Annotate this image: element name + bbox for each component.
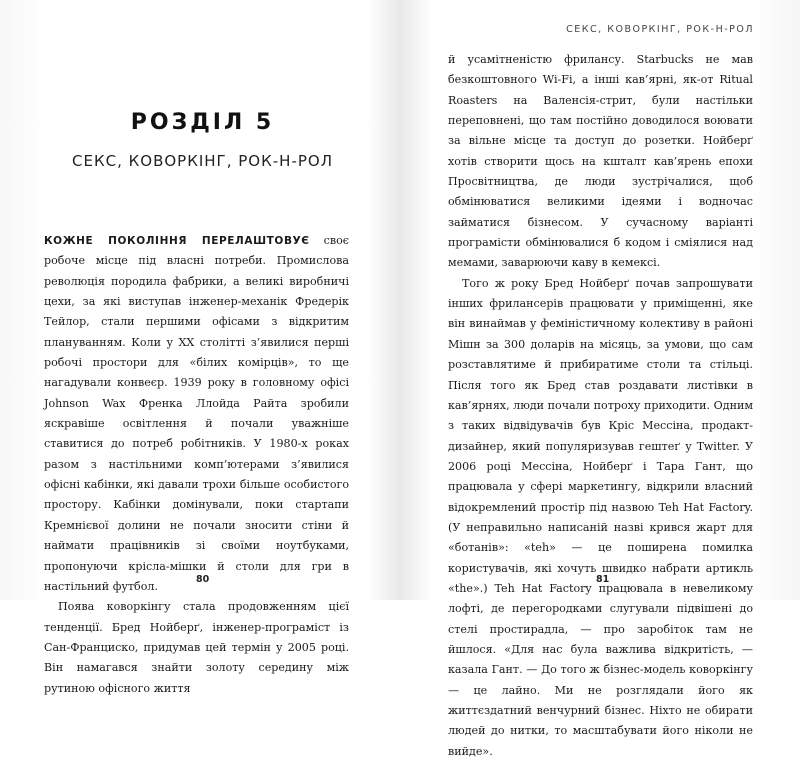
chapter-title: СЕКС, КОВОРКІНГ, РОК-Н-РОЛ xyxy=(72,152,333,170)
lead-in-text: КОЖНЕ ПОКОЛІННЯ ПЕРЕЛАШТОВУЄ xyxy=(44,235,310,247)
running-head: СЕКС, КОВОРКІНГ, РОК-Н-РОЛ xyxy=(566,24,754,35)
page-number: 81 xyxy=(596,574,610,585)
left-page xyxy=(0,0,400,695)
paragraph: Поява коворкінгу стала продовженням цієї тенденції. Бред Нойберґ, інженер-програміст із Сан-Франциско, придумав цей термін у 2005 році. Він намагався знайти золоту середину між рутиною офісного життя xyxy=(44,600,349,695)
chapter-number: РОЗДІЛ 5 xyxy=(130,110,275,135)
page-number: 80 xyxy=(196,574,210,585)
left-body-text xyxy=(44,231,349,699)
right-page xyxy=(400,0,800,758)
paragraph: Того ж року Бред Нойберґ почав запрошувати інших фрилансерів працювати у приміщенні, яке він винаймав у феміністичному колективу в районі Мішн за 300 доларів на місяць, за умови, що сам розставлятиме й прибиратиме столи та стільці. Після того як Бред став роздавати листівки в кав’ярнях, люди почали потроху приходити. Одним з таких відвідувачів був Кріс Мессіна, продакт-дизайнер, який популяризував гештеґ у Twitter. У 2006 році Мессіна, Нойберґ і Тара Гант, що працювала у сфері маркетингу, відкрили власний відокремлений простір під назвою Teh Hat Factory. (У неправильно написаній назві крився жарт для «ботанів»: «teh» — це поширена помилка користувачів, які хочуть швидко набрати артикль «the».) Teh Hat Factory працювала в невеликому лофті, де перегородками слугували підвішені до стелі простирадла, — про заробіток там не йшлося. «Для нас була важлива відкритість, — казала Гант. — До того ж бізнес-модель коворкінгу — це лайно. Ми не розглядали його як життєздатний венчурний бізнес. Ніхто не обирати людей до нитки, то масштабувати його ніколи не вийде». xyxy=(448,276,753,758)
right-body-text xyxy=(448,50,753,762)
paragraph: й усамітненістю фрилансу. Starbucks не мав безкоштовного Wi-Fi, а інші кав’ярні, як-от Ritual Roasters на Валенсія-стрит, були настільки переповнені, що там постійно доводилося воювати за вільне місце та доступ до розетки. Нойберґ хотів створити щось на кшталт кав’ярень епохи Просвітництва, де люди зустрічалися, щоб обмінюватися великими ідеями і водночас займатися бізнесом. У сучасному варіанті програмісти обмінювалися б кодом і сміялися над мемами, заварюючи каву в кемексі. xyxy=(448,53,753,270)
paragraph-text: своє робоче місце під власні потреби. Промислова революція породила фабрики, а великі виробничі цехи, за які виступав інженер-механік Фредерік Тейлор, стали першими офісами з відкритим плануванням. Коли у XX столітті з’явилися перші робочі простори для «білих комірців», то ще нагадували конвеєр. 1939 року в головному офісі Johnson Wax Френка Ллойда Райта зробили яскравіше освітлення й почали уважніше ставитися до потреб робітників. У 1980-х роках разом з настільними комп’ютерами з’явилися офісні кабінки, які давали трохи більше особистого простору. Кабінки домінували, поки стартапи Кремнієвої долини не почали зносити стіни й наймати працівників зі своїми ноутбуками, пропонуючи крісла-мішки й столи для гри в настільний футбол. xyxy=(44,234,350,593)
paragraph xyxy=(44,231,349,597)
